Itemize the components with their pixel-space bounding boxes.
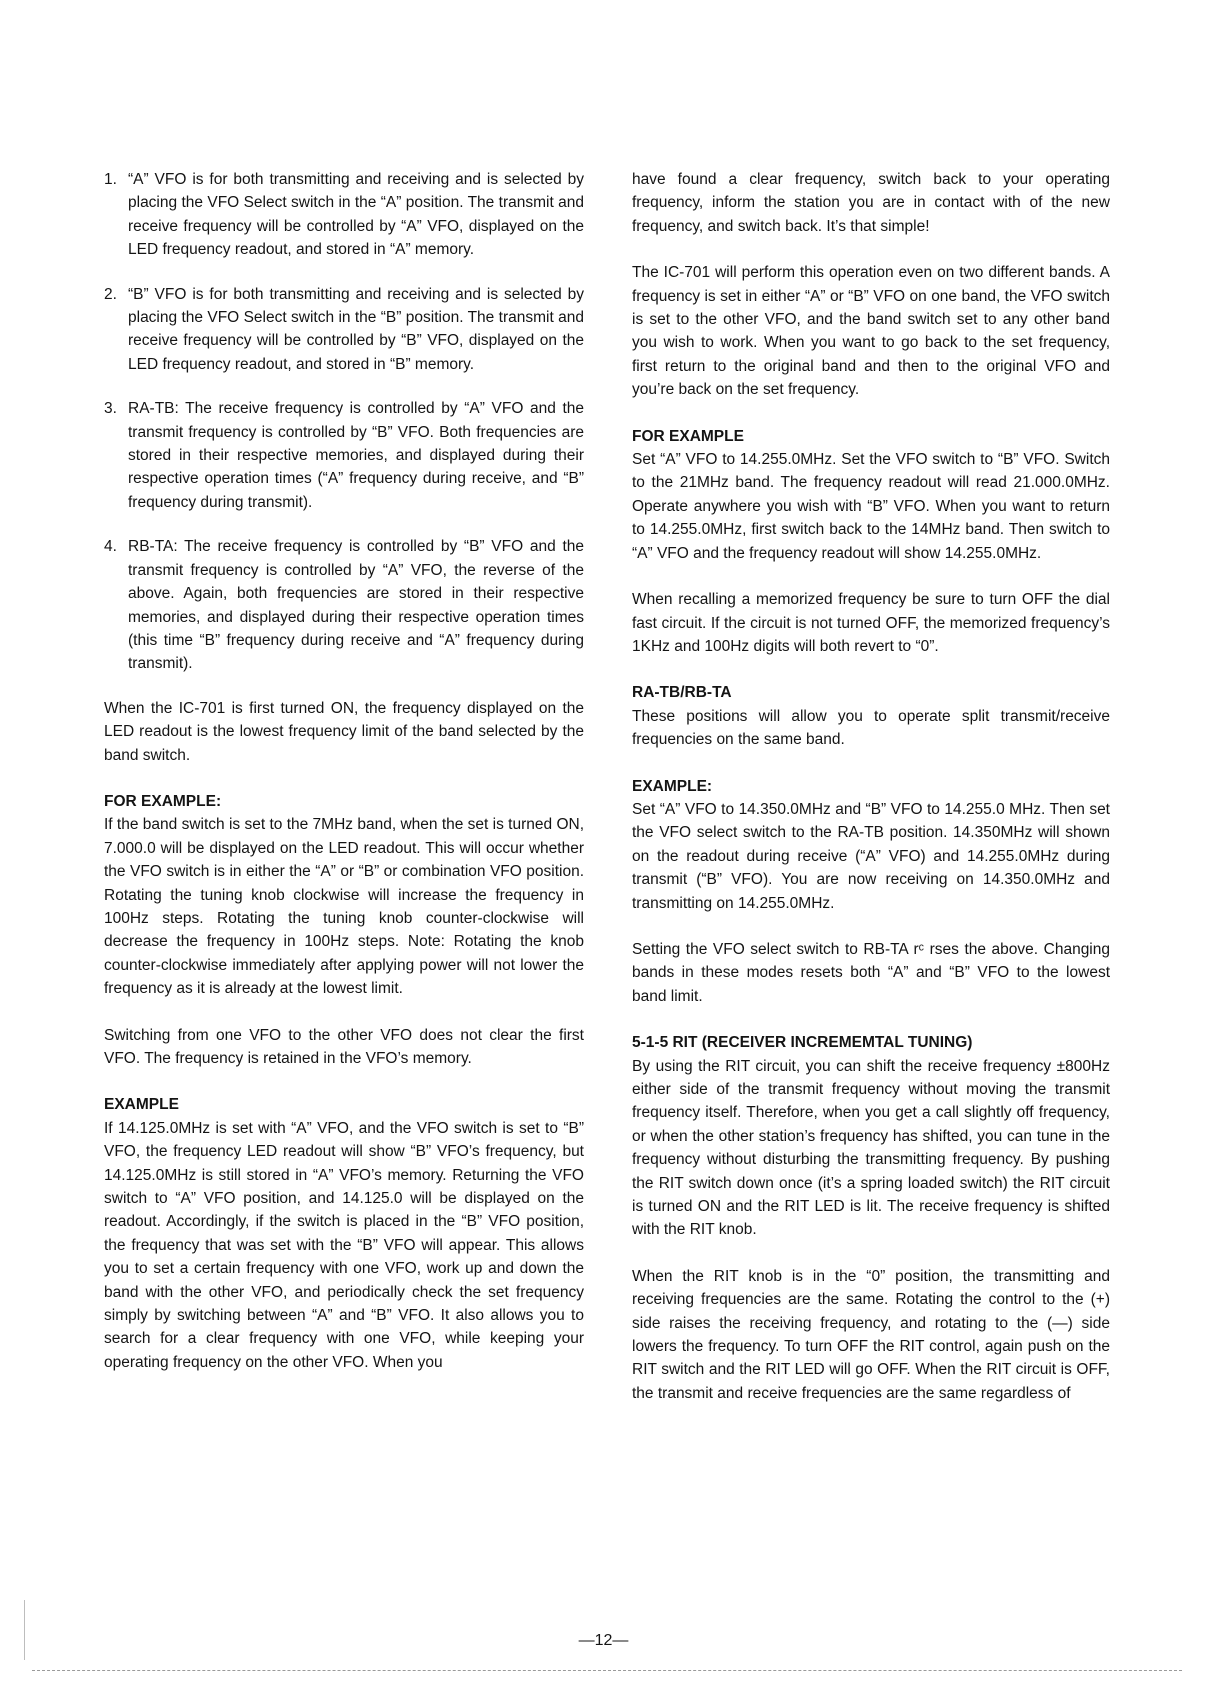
bottom-rule [32,1670,1182,1671]
list-number: 4. [104,538,117,556]
paragraph-rit-2: When the RIT knob is in the “0” position, the transmitting and receiving frequencies are the same. Rotating the control to the (+) side raises the receiving frequency, and rotating to the (—) side lowers the frequency. To turn OFF the RIT control, again push on the RIT switch and the RIT LED will go OFF. When the RIT circuit is OFF, the transmit and receive frequencies are the same regardless of [632,1267,1110,1402]
list-item-2 [104,283,584,377]
heading-ratb-rbta: RA-TB/RB-TA [632,684,732,702]
paragraph-turn-on: When the IC-701 is first turned ON, the frequency displayed on the LED readout is the lowest frequency limit of the band selected by the band switch. [104,699,584,764]
paragraph-example-band-change: Set “A” VFO to 14.255.0MHz. Set the VFO switch to “B” VFO. Switch to the 21MHz band. The frequency readout will read 21.000.0MHz. Operate anywhere you wish with “B” VFO. When you want to return to 14.255.0MHz, first switch back to the 14MHz band. Then switch to “A” VFO and the frequency readout will show 14.255.0MHz. [632,451,1110,562]
paragraph-continue: have found a clear frequency, switch back to your operating frequency, inform the station you are in contact with of the new frequency, and switch back. It’s that simple! [632,171,1110,235]
list-number: 2. [104,285,117,303]
heading-example: EXAMPLE [104,1096,179,1114]
paragraph-example-7mhz: If the band switch is set to the 7MHz band, when the set is turned ON, 7.000.0 will be displayed on the LED readout. This will occur whether the VFO switch is in either the “A” or “B” or combination VFO position. Rotating the tuning knob clockwise will increase the frequency in 100Hz steps. Rotating the tuning knob counter-clockwise will decrease the frequency in 100Hz steps. Note: Rotating the knob counter-clockwise immediately after applying power will not lower the frequency as it is already at the lowest limit. [104,816,584,998]
paragraph-example-split: Set “A” VFO to 14.350.0MHz and “B” VFO to 14.255.0 MHz. Then set the VFO select switch to the RA-TB position. 14.350MHz will shown on the readout during receive (“A” VFO) and 14.255.0MHz during transmit (“B” VFO). You are now receiving on 14.350.0MHz and transmitting on 14.255.0MHz. [632,800,1110,912]
margin-mark [24,1600,25,1660]
list-text: RA-TB: The receive frequency is controlled by “A” VFO and the transmit frequency is controlled by “B” VFO. Both frequencies are stored in their respective memories, and displayed during their respective operation times (“A” frequency during receive, and “B” frequency during transmit). [128,400,584,511]
paragraph-ratb: These positions will allow you to operate split transmit/receive frequencies on the same band. [632,707,1110,749]
paragraph-rit-1: By using the RIT circuit, you can shift the receive frequency ±800Hz either side of the transmit frequency without moving the transmit frequency itself. Therefore, when you get a call slightly off frequency, or when the other station’s frequency has shifted, you can tune in the frequency without disturbing the transmitting frequency. By pushing the RIT switch down once (it’s a spring loaded switch) the RIT circuit is turned ON and the RIT LED is lit. The receive frequency is shifted with the RIT knob. [632,1057,1110,1239]
page-number: —12— [578,1632,629,1649]
list-item-1 [104,168,584,262]
paragraph-example-14mhz: If 14.125.0MHz is set with “A” VFO, and the VFO switch is set to “B” VFO, the frequency LED readout will show “B” VFO’s frequency, but 14.125.0MHz is still stored in “A” VFO’s memory. Returning the VFO switch to “A” VFO position, and 14.125.0 will be displayed on the readout. Accordingly, if the switch is placed in the “B” VFO position, the frequency that was set with the “B” VFO will appear. This allows you to set a certain frequency with one VFO, work up and down the band with the other VFO, and periodically check the set frequency simply by switching between “A” and “B” VFO. It also allows you to search for a clear frequency with one VFO, while keeping your operating frequency on the other VFO. When you [104,1119,584,1371]
list-number: 1. [104,171,117,188]
heading-example: EXAMPLE: [632,777,713,795]
paragraph-two-bands: The IC-701 will perform this operation even on two different bands. A frequency is set in either “A” or “B” VFO on one band, the VFO switch is set to the other VFO, and the band switch set to any other band you wish to work. When you want to go back to the set frequency, first return to the original band and then to the original VFO and you’re back on the set frequency. [632,264,1110,399]
heading-for-example: FOR EXAMPLE [632,427,744,445]
list-text: “B” VFO is for both transmitting and receiving and is selected by placing the VFO Select switch in the “B” position. The transmit and receive frequency will be controlled by “B” VFO, displayed on the LED frequency readout, and stored in “B” memory. [128,285,584,373]
heading-for-example: FOR EXAMPLE: [104,792,222,810]
list-item-4 [104,535,584,675]
left-column [104,168,584,1374]
right-column [632,168,1110,1405]
paragraph-setting: Setting the VFO select switch to RB-TA rᶜ rses the above. Changing bands in these modes resets both “A” and “B” VFO to the lowest band limit. [632,940,1110,1005]
list-text: RB-TA: The receive frequency is controlled by “B” VFO and the transmit frequency is controlled by “A” VFO, the reverse of the above. Again, both frequencies are stored in their respective memories, and displayed during their respective operation times (this time “B” frequency during receive and “A” frequency during transmit). [128,538,584,673]
list-number: 3. [104,400,117,418]
paragraph-recalling: When recalling a memorized frequency be sure to turn OFF the dial fast circuit. If the circuit is not turned OFF, the memorized frequency’s 1KHz and 100Hz digits will both revert to “0”. [632,591,1110,655]
list-item-3 [104,397,584,514]
heading-rit: 5-1-5 RIT (RECEIVER INCREMEMTAL TUNING) [632,1034,973,1052]
list-text: “A” VFO is for both transmitting and receiving and is selected by placing the VFO Select switch in the “A” position. The transmit and receive frequency will be controlled by “A” VFO, displayed on the LED frequency readout, and stored in “A” memory. [128,171,584,259]
paragraph-switching: Switching from one VFO to the other VFO does not clear the first VFO. The frequency is retained in the VFO’s memory. [104,1026,584,1067]
